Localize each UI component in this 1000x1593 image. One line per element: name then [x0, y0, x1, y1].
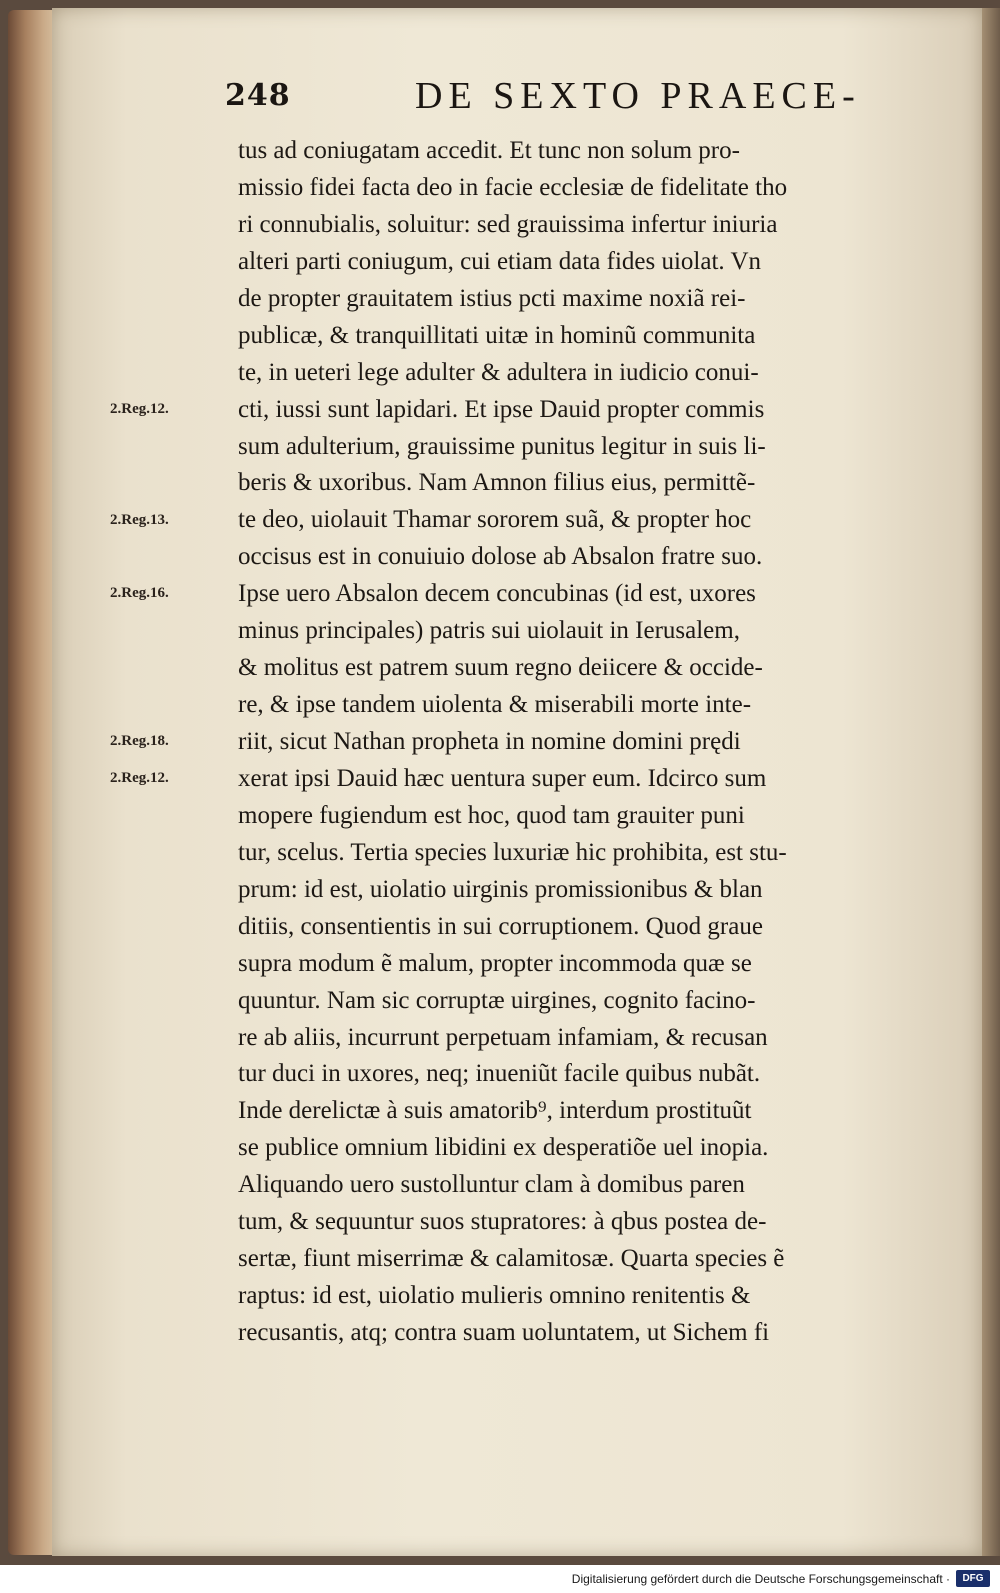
- text-line: beris & uxoribus. Nam Amnon filius eius, permittẽ-: [238, 469, 756, 497]
- page-right-edge: [982, 8, 1000, 1556]
- text-line: publicæ, & tranquillitati uitæ in hominũ communita: [238, 321, 756, 349]
- footer-bar: [0, 1566, 1000, 1593]
- text-line: de propter grauitatem istius pcti maxime noxiã rei-: [238, 284, 746, 312]
- text-line: prum: id est, uiolatio uirginis promissionibus & blan: [238, 875, 763, 903]
- text-line: tus ad coniugatam accedit. Et tunc non solum pro-: [238, 137, 740, 164]
- text-line: mopere fugiendum est hoc, quod tam grauiter puni: [238, 801, 745, 829]
- text-line: ri connubialis, soluitur: sed grauissima infertur iniuria: [238, 210, 778, 238]
- margin-note: 2.Reg.12.: [110, 400, 169, 417]
- text-line: alteri parti coniugum, cui etiam data fides uiolat. Vn: [238, 247, 761, 275]
- page-header: [225, 70, 925, 126]
- running-title: DE SEXTO PRAECE-: [415, 75, 861, 117]
- text-line: missio fidei facta deo in facie ecclesiæ de fidelitate tho: [238, 173, 788, 201]
- margin-note: 2.Reg.16.: [110, 585, 169, 602]
- text-line: Aliquando uero sustolluntur clam à domibus paren: [238, 1171, 745, 1199]
- text-line: te, in ueteri lege adulter & adultera in iudicio conui-: [238, 358, 759, 386]
- margin-note: 2.Reg.18.: [110, 733, 169, 750]
- text-line: sertæ, fiunt miserrimæ & calamitosæ. Quarta species ẽ: [238, 1245, 785, 1273]
- text-line: xerat ipsi Dauid hæc uentura super eum. Idcirco sum: [238, 764, 767, 792]
- text-line: Inde derelictæ à suis amatorib⁹, interdum prostituũt: [238, 1097, 752, 1125]
- margin-note: 2.Reg.12.: [110, 770, 169, 787]
- text-line: ditiis, consentientis in sui corruptionem. Quod graue: [238, 912, 763, 940]
- text-line: tur duci in uxores, neq; inueniũt facile quibus nubãt.: [238, 1060, 761, 1088]
- text-line: raptus: id est, uiolatio mulieris omnino renitentis &: [238, 1282, 751, 1310]
- text-line: occisus est in conuiuio dolose ab Absalon fratre suo.: [238, 543, 763, 571]
- body-text: [238, 133, 938, 1352]
- text-line: re, & ipse tandem uiolenta & miserabili morte inte-: [238, 691, 752, 719]
- text-line: quuntur. Nam sic corruptæ uirgines, cognito facino-: [238, 986, 756, 1014]
- footer-credit: Digitalisierung gefördert durch die Deutsche Forschungsgemeinschaft ·: [571, 1572, 950, 1586]
- text-line: tur, scelus. Tertia species luxuriæ hic prohibita, est stu-: [238, 838, 787, 866]
- text-line: riit, sicut Nathan propheta in nomine domini prędi: [238, 728, 741, 755]
- text-line: se publice omnium libidini ex desperatiõe uel inopia.: [238, 1134, 769, 1162]
- text-line: cti, iussi sunt lapidari. Et ipse Dauid propter commis: [238, 395, 765, 423]
- text-line: sum adulterium, grauissime punitus legitur in suis li-: [238, 432, 766, 460]
- text-line: supra modum ẽ malum, propter incommoda quæ se: [238, 949, 752, 977]
- dfg-logo: DFG: [956, 1570, 990, 1587]
- text-line: & molitus est patrem suum regno deiicere & occide-: [238, 654, 763, 682]
- text-line: te deo, uiolauit Thamar sororem suã, & propter hoc: [238, 506, 752, 534]
- text-line: Ipse uero Absalon decem concubinas (id est, uxores: [238, 580, 756, 608]
- page-number: 248: [225, 78, 291, 113]
- margin-note: 2.Reg.13.: [110, 511, 169, 528]
- text-line: recusantis, atq; contra suam uoluntatem, ut Sichem fi: [238, 1319, 770, 1346]
- text-line: minus principales) patris sui uiolauit in Ierusalem,: [238, 617, 740, 645]
- text-line: re ab aliis, incurrunt perpetuam infamiam, & recusan: [238, 1023, 768, 1051]
- book-edge: [8, 10, 58, 1555]
- text-line: tum, & sequuntur suos stupratores: à qbus postea de-: [238, 1208, 767, 1236]
